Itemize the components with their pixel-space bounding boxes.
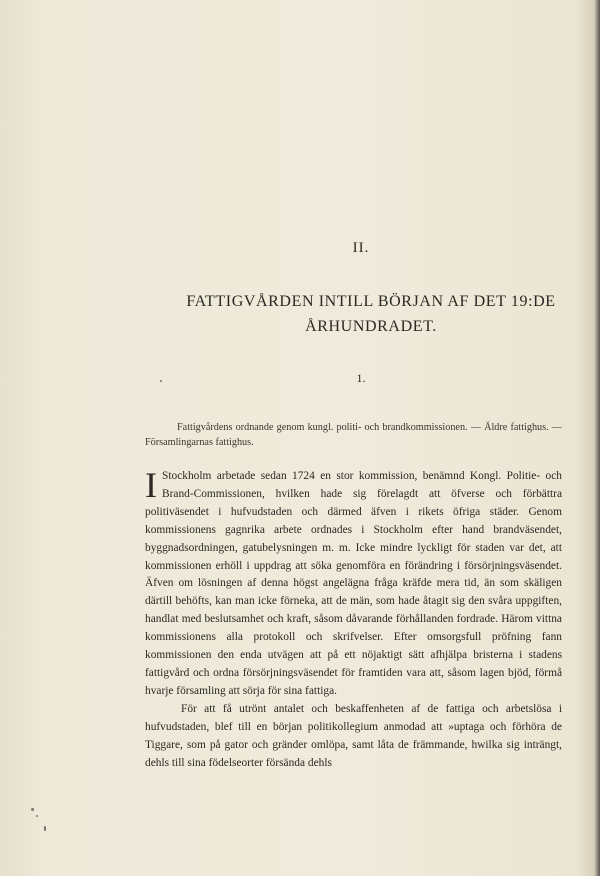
paragraph-1	[145, 465, 562, 701]
body-text	[145, 465, 562, 772]
paragraph-2: För att få utrönt antalet och beskaffenheten af de fattiga och arbetslösa i hufvudstaden, blef till en början politikollegium anmodad att »uptaga och förhöra de Tiggare, som på gator och gränder omlöpa, samt låta de främmande, hwilka sig inträngt, dehls till sina födelseorter försända dehls	[145, 702, 562, 769]
section-summary: Fattigvårdens ordnande genom kungl. politi- och brandkommissionen. — Äldre fattighus. — Församlingarnas fattighus.	[145, 422, 562, 448]
chapter-title: FATTIGVÅRDEN INTILL BÖRJAN AF DET 19:DE ÅRHUNDRADET.	[186, 293, 556, 335]
page-speck	[31, 808, 34, 811]
chapter-number: II.	[352, 240, 370, 256]
page-speck	[160, 380, 162, 382]
page-speck	[44, 826, 46, 831]
drop-cap: I	[145, 465, 157, 505]
paragraph-1-text: Stockholm arbetade sedan 1724 en stor kommission, benämnd Kongl. Politie- och Brand-Commissionen, hvilken hade sig förelagdt att öfverse och förbättra politiväsendet i hufvudstaden och därmed äfven i rikets öfriga städer. Genom kommissionens gagnrika arbete ordnades i Stockholm efter hand brandväsendet, byggnadsordningen, gatubelysningen m. m. Icke mindre lyckligt för staden var det, att kommissionen erhöll i uppdrag att söka genomföra en förändring i försörjningsväsendet. Äfven om lösningen af denna högst angelägna fråga kräfde mera tid, än som skäligen därtill behöfts, kan man icke förneka, att de män, som hade åtagit sig den svåra uppgiften, handlat med beslutsamhet och kraft, såsom dåvarande förhållanden fordrade. Härom vittna kommissionens alla protokoll och skrifvelser. Efter omsorgsfull pröfning fann kommissionen den enda utvägen att på ett nöjaktigt sätt afhjälpa bristerna i stadens fattigvård och ordna försörjningsväsendet för framtiden vara att, såsom lagen bjöd, förmå hvarje församling att sörja för sina fattiga.	[145, 470, 562, 697]
page-speck	[36, 815, 38, 817]
section-number: 1.	[356, 371, 366, 385]
